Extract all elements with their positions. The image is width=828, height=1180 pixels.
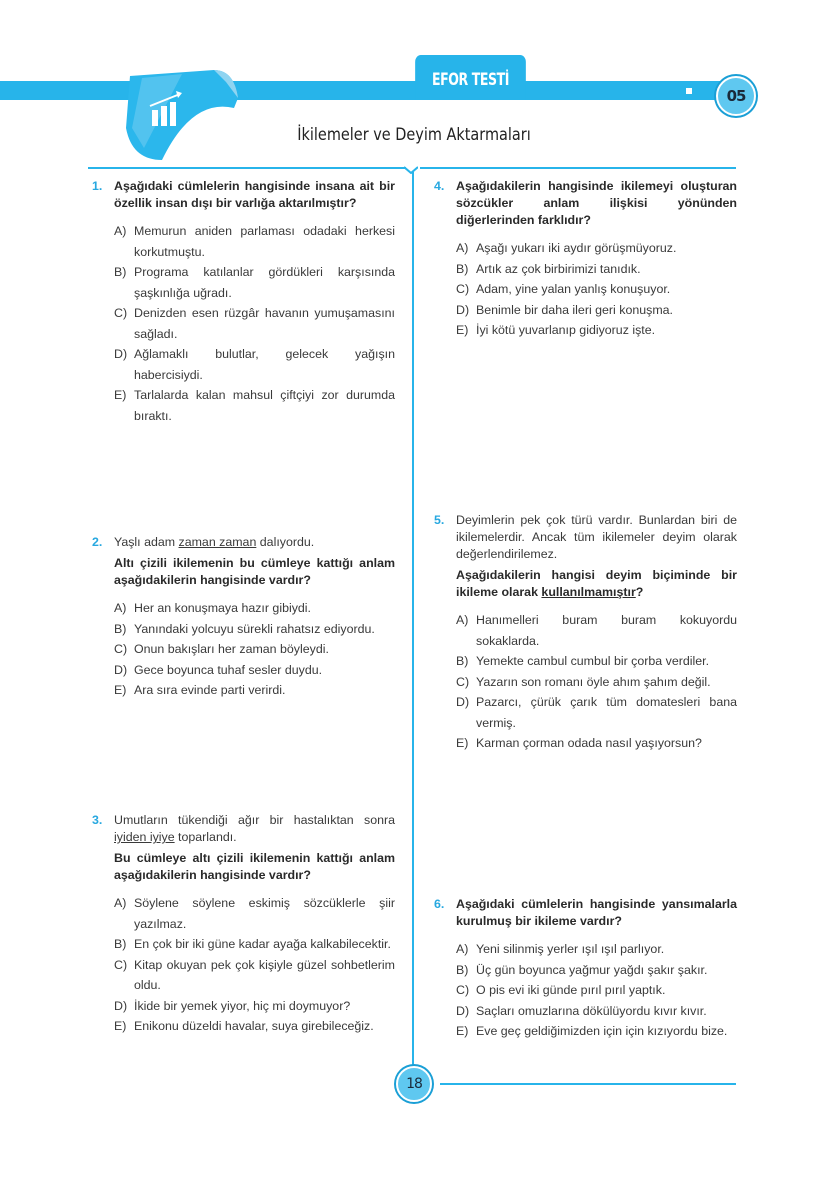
question-ask [456,896,737,930]
option-text: Programa katılanlar gördükleri karşısında şaşkınlığa uğradı. [134,265,395,300]
answer-option-a[interactable] [114,598,395,619]
underlined-phrase: kullanılmamıştır [541,585,636,599]
option-text: O pis evi iki günde pırıl pırıl yaptık. [476,983,666,997]
option-letter: D) [114,347,128,361]
question-ask [114,555,395,589]
stem-text: Altı çizili ikilemenin bu cümleye kattığı anlam aşağıdakilerin hangisinde vardır? [114,556,395,587]
stem-text: dalıyordu. [256,535,315,549]
option-text: Üç gün boyunca yağmur yağdı şakır şakır. [476,962,708,977]
question-number: 5. [434,513,445,527]
divider-notch [404,166,418,174]
question-intro [114,534,395,551]
option-letter: A) [114,601,127,615]
option-text: Yemekte cambul cumbul bir çorba verdiler. [476,654,710,668]
option-letter: D) [114,662,128,677]
option-letter: A) [114,224,127,238]
underlined-phrase: zaman zaman [178,535,257,549]
option-text: Yazarın son romanı öyle ahım şahım değil. [476,674,711,689]
option-letter: D) [456,302,470,317]
option-text: Denizden esen rüzgâr havanın yumuşamasını sağladı. [134,306,395,341]
question-body [114,534,395,701]
option-letter: B) [456,654,469,668]
answer-option-a[interactable] [114,893,395,934]
answer-option-b[interactable] [456,651,737,672]
answer-option-a[interactable] [456,238,737,259]
answer-option-b[interactable] [114,619,395,640]
option-text: Söylene söylene eskimiş sözcüklerle şiir yazılmaz. [134,896,395,931]
divider-left [88,167,406,169]
question-5 [434,512,737,754]
option-text: Adam, yine yalan yanlış konuşuyor. [476,282,671,296]
option-letter: E) [114,1019,127,1033]
chart-logo-icon [122,68,240,160]
answer-option-e[interactable] [456,733,737,754]
option-text: Pazarcı, çürük çarık tüm domatesleri bana vermiş. [476,695,737,730]
option-letter: C) [114,306,128,320]
option-text: Ara sıra evinde parti verirdi. [134,683,286,697]
option-text: Karman çorman odada nasıl yaşıyorsun? [476,736,702,750]
underlined-phrase: iyiden iyiye [114,830,175,844]
question-number: 3. [92,813,103,827]
column-divider [412,172,414,1067]
question-4 [434,178,737,341]
option-letter: A) [456,613,469,627]
answer-option-c[interactable] [456,672,737,693]
stem-text: Aşağıdaki cümlelerin hangisinde insana ait bir özellik insan dışı bir varlığa aktarılmıştır? [114,179,395,210]
answer-option-e[interactable] [456,1021,737,1042]
question-body [114,178,395,426]
question-ask [114,178,395,212]
option-letter: E) [456,323,469,337]
page-title: İkilemeler ve Deyim Aktarmaları [297,125,531,145]
answer-option-d[interactable] [456,692,737,733]
stem-text: Aşağıdakilerin hangisi deyim biçiminde bir ikileme olarak [456,568,737,599]
option-text: Memurun aniden parlaması odadaki herkesi korkutmuştu. [134,224,395,259]
question-intro [114,812,395,846]
divider-right [420,167,736,169]
answer-option-b[interactable] [114,934,395,955]
answer-option-c[interactable] [114,639,395,660]
answer-option-c[interactable] [456,980,737,1001]
question-body [456,512,737,754]
question-body [456,896,737,1042]
answer-option-d[interactable] [114,996,395,1017]
stem-text: toparlandı. [174,830,237,844]
answer-option-c[interactable] [456,279,737,300]
option-letter: A) [114,896,127,910]
test-number-badge: 05 [716,76,756,116]
footer-line [440,1083,736,1085]
header-square-marker [686,88,692,94]
question-2 [92,534,395,701]
answer-option-b[interactable] [456,960,737,981]
answer-option-d[interactable] [114,344,395,385]
option-letter: A) [456,241,469,255]
answer-option-d[interactable] [456,1001,737,1022]
option-text: Aşağı yukarı iki aydır görüşmüyoruz. [476,241,677,255]
option-text: Artık az çok birbirimizi tanıdık. [476,261,641,276]
option-letter: D) [456,1003,470,1018]
option-letter: D) [456,695,470,709]
option-text: İyi kötü yuvarlanıp gidiyoruz işte. [476,323,656,337]
stem-text: Deyimlerin pek çok türü vardır. Bunlardan biri de ikilemelerdir. Ancak tüm ikilemeler deyim olarak değerlendirilemez. [456,513,737,561]
option-text: Ağlamaklı bulutlar, gelecek yağışın habercisiydi. [134,347,395,382]
question-ask [456,178,737,229]
question-6 [434,896,737,1042]
option-text: Saçları omuzlarına dökülüyordu kıvır kıvır. [476,1003,707,1018]
header-bar [0,81,722,100]
question-body [456,178,737,341]
option-letter: E) [456,1024,469,1038]
question-intro [456,512,737,563]
option-letter: C) [456,674,470,689]
answer-option-e[interactable] [114,680,395,701]
answer-option-d[interactable] [114,660,395,681]
option-letter: B) [456,261,469,276]
option-text: Tarlalarda kalan mahsul çiftçiyi zor durumda bıraktı. [134,388,395,423]
stem-text: Umutların tükendiği ağır bir hastalıktan sonra [114,813,395,827]
answer-option-b[interactable] [114,262,395,303]
question-3 [92,812,395,1037]
stem-text: Aşağıdaki cümlelerin hangisinde yansımalarla kurulmuş bir ikileme vardır? [456,897,737,928]
answer-option-a[interactable] [456,939,737,960]
test-tab-label: EFOR TESTİ [415,55,526,100]
page-number-badge: 18 [396,1066,432,1102]
option-letter: D) [114,998,128,1013]
option-letter: E) [114,388,127,402]
answer-option-c[interactable] [114,955,395,996]
option-text: En çok bir iki güne kadar ayağa kalkabilecektir. [134,937,391,951]
option-text: Kitap okuyan pek çok kişiyle güzel sohbetlerim oldu. [134,957,395,992]
option-text: Yeni silinmiş yerler ışıl ışıl parlıyor. [476,942,665,956]
option-text: Hanımelleri buram buram kokuyordu sokaklarda. [476,613,737,648]
answer-option-a[interactable] [456,610,737,651]
option-letter: E) [456,736,469,750]
stem-text: Aşağıdakilerin hangisinde ikilemeyi oluşturan sözcükler anlam ilişkisi yönünden diğerlerinden farklıdır? [456,179,737,227]
answer-option-c[interactable] [114,303,395,344]
option-letter: A) [456,942,469,956]
stem-text: Yaşlı adam [114,535,179,549]
question-number: 6. [434,897,445,911]
stem-text: Bu cümleye altı çizili ikilemenin kattığı anlam aşağıdakilerin hangisinde vardır? [114,851,395,882]
question-ask [114,850,395,884]
option-letter: B) [114,265,127,279]
question-number: 4. [434,179,445,193]
option-letter: C) [456,983,470,997]
option-text: Gece boyunca tuhaf sesler duydu. [134,662,323,677]
option-text: İkide bir yemek yiyor, hiç mi doymuyor? [134,998,351,1013]
option-letter: B) [456,962,469,977]
option-letter: E) [114,683,127,697]
question-ask [456,567,737,601]
option-text: Benimle bir daha ileri geri konuşma. [476,302,673,317]
question-number: 1. [92,179,103,193]
answer-option-e[interactable] [114,385,395,426]
answer-option-b[interactable] [456,259,737,280]
question-1 [92,178,395,426]
option-text: Her an konuşmaya hazır gibiydi. [134,601,311,615]
option-text: Enikonu düzeldi havalar, suya girebileceğiz. [134,1019,374,1033]
stem-text: ? [635,585,644,599]
answer-option-e[interactable] [456,320,737,341]
answer-option-a[interactable] [114,221,395,262]
option-letter: C) [456,282,470,296]
option-letter: B) [114,937,127,951]
answer-option-d[interactable] [456,300,737,321]
option-letter: C) [114,957,128,972]
answer-option-e[interactable] [114,1016,395,1037]
question-body [114,812,395,1037]
option-text: Yanındaki yolcuyu sürekli rahatsız ediyordu. [134,621,375,636]
question-number: 2. [92,535,103,549]
option-text: Eve geç geldiğimizden için için kızıyordu bize. [476,1024,728,1038]
option-letter: B) [114,621,127,636]
option-letter: C) [114,642,128,656]
option-text: Onun bakışları her zaman böyleydi. [134,642,329,656]
